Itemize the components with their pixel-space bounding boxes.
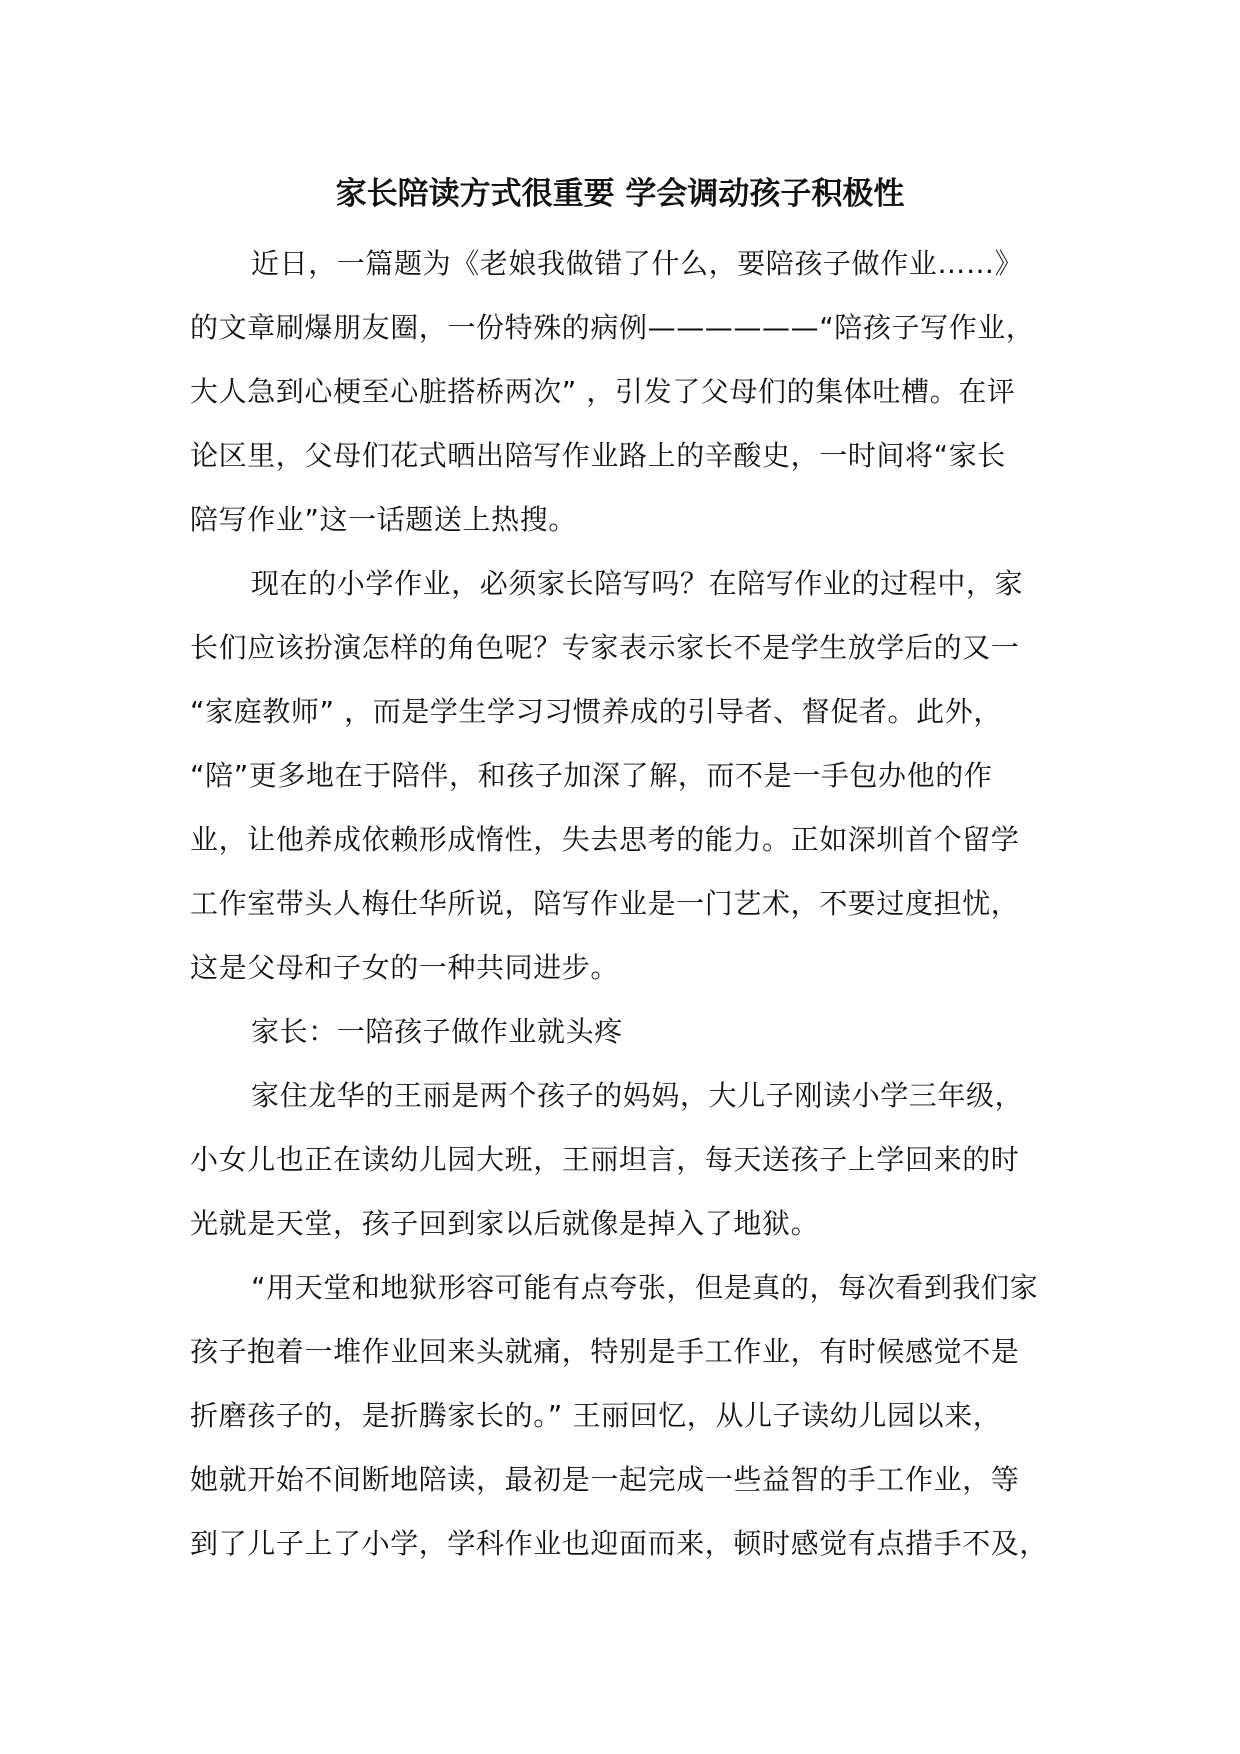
paragraph-line: 论区里，父母们花式晒出陪写作业路上的辛酸史，一时间将“家长	[190, 439, 1006, 472]
paragraph-line: “陪”更多地在于陪伴，和孩子加深了解，而不是一手包办他的作	[190, 759, 993, 792]
paragraph-line: 光就是天堂，孩子回到家以后就像是掉入了地狱。	[190, 1207, 820, 1240]
paragraph-line: 业，让他养成依赖形成惰性，失去思考的能力。正如深圳首个留学	[190, 823, 1020, 856]
paragraph-line: 折磨孩子的，是折腾家长的。” 王丽回忆，从儿子读幼儿园以来，	[190, 1399, 1002, 1432]
paragraph-line: 陪写作业”这一话题送上热搜。	[190, 503, 577, 536]
document-title: 家长陪读方式很重要 学会调动孩子积极性	[335, 176, 905, 212]
paragraph-line: “用天堂和地狱形容可能有点夸张，但是真的，每次看到我们家	[251, 1271, 1039, 1304]
paragraph-line: 长们应该扮演怎样的角色呢？专家表示家长不是学生放学后的又一	[190, 631, 1020, 664]
section-heading: 家长：一陪孩子做作业就头疼	[251, 1015, 623, 1048]
paragraph-line: 的文章刷爆朋友圈，一份特殊的病例——————“陪孩子写作业，	[190, 311, 1035, 344]
paragraph-line: 近日，一篇题为《老娘我做错了什么，要陪孩子做作业……》	[251, 247, 1024, 280]
paragraph-line: 小女儿也正在读幼儿园大班，王丽坦言，每天送孩子上学回来的时	[190, 1143, 1020, 1176]
paragraph-line: “家庭教师” ，而是学生学习习惯养成的引导者、督促者。此外，	[190, 695, 1002, 728]
paragraph-line: 家住龙华的王丽是两个孩子的妈妈，大儿子刚读小学三年级，	[251, 1079, 1024, 1112]
paragraph-line: 这是父母和子女的一种共同进步。	[190, 951, 620, 984]
paragraph-line: 工作室带头人梅仕华所说，陪写作业是一门艺术，不要过度担忧，	[190, 887, 1020, 920]
paragraph-line: 她就开始不间断地陪读，最初是一起完成一些益智的手工作业，等	[190, 1463, 1020, 1496]
paragraph-line: 现在的小学作业，必须家长陪写吗？在陪写作业的过程中，家	[251, 567, 1024, 600]
paragraph-line: 大人急到心梗至心脏搭桥两次” ，引发了父母们的集体吐槽。在评	[190, 375, 1016, 408]
paragraph-line: 孩子抱着一堆作业回来头就痛，特别是手工作业，有时候感觉不是	[190, 1335, 1020, 1368]
paragraph-line: 到了儿子上了小学，学科作业也迎面而来，顿时感觉有点措手不及，	[190, 1527, 1049, 1560]
